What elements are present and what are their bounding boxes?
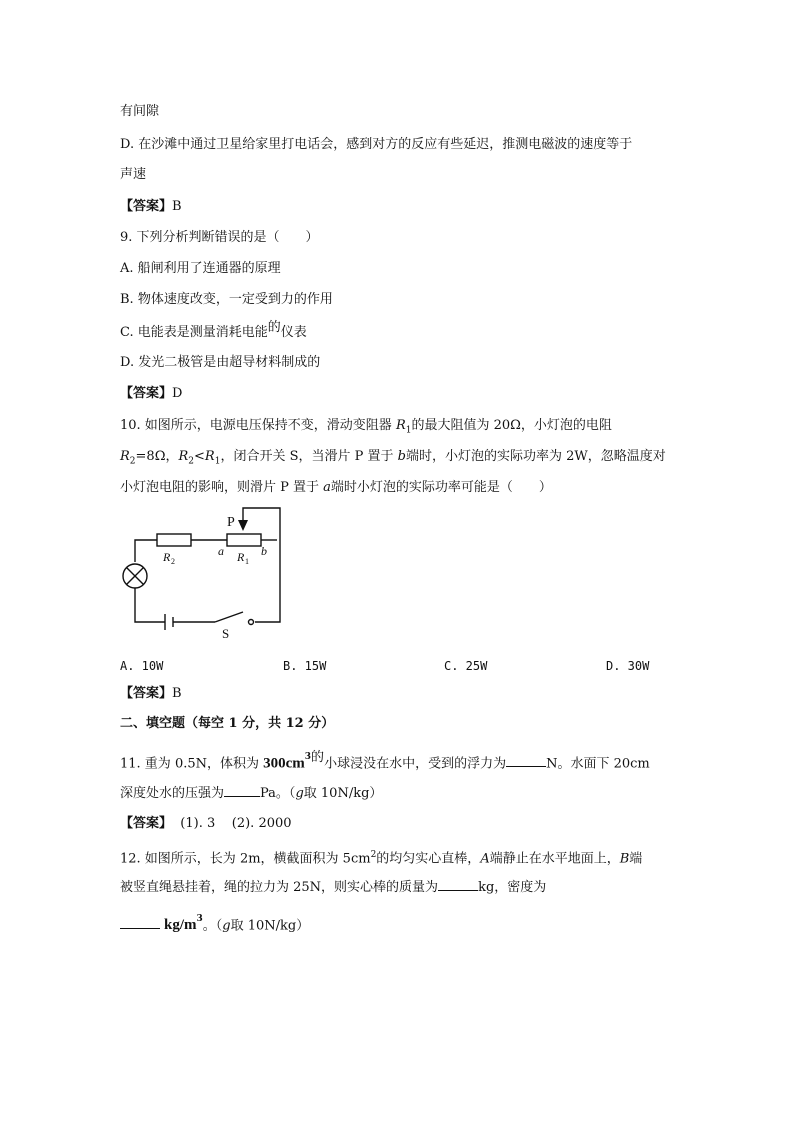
label-r1-sub: 1 <box>245 557 249 566</box>
answer-q10: 【答案】B <box>120 686 182 701</box>
option-a-q10: A. 10W <box>120 659 164 673</box>
section-heading: 二、填空题（每空 1 分，共 12 分） <box>120 716 335 731</box>
option-b-q10: B. 15W <box>283 659 327 673</box>
resistor-r1 <box>227 534 261 546</box>
text-line: 声速 <box>120 167 147 182</box>
label-a: a <box>218 544 224 558</box>
answer-q9: 【答案】D <box>120 386 183 401</box>
label-b: b <box>261 544 267 558</box>
label-s: S <box>222 626 230 641</box>
option-b-q9: B. 物体速度改变，一定受到力的作用 <box>120 292 333 307</box>
question-12-line2: 被竖直绳悬挂着，绳的拉力为 25N，则实心棒的质量为 kg，密度为 <box>120 880 547 895</box>
answer-q8: 【答案】B <box>120 199 182 214</box>
question-9: 9. 下列分析判断错误的是（ ） <box>120 230 319 245</box>
label-r2-sub: 2 <box>171 557 175 566</box>
question-10-line2: $R_2=8\Omega$，$R_2<R_1$，闭合开关 S，当滑片 P 置于 b端时，小灯泡的实际功率为 2W，忽略温度对 <box>120 449 666 467</box>
question-11-line2: 深度处水的压强为 Pa。（g取 10N/kg） <box>120 786 383 801</box>
option-c-q9: C. 电能表是测量消耗电能的仪表 <box>120 320 307 340</box>
battery-icon <box>165 614 173 630</box>
label-p: P <box>227 515 235 530</box>
label-r1: R <box>237 550 245 564</box>
option-c-q10: C. 25W <box>444 659 488 673</box>
switch-icon <box>215 612 243 622</box>
wire <box>135 540 157 562</box>
label-r2: R <box>163 550 171 564</box>
question-12-line3: $kg/m^3$。（g取 10N/kg） <box>120 914 309 934</box>
resistor-r2 <box>157 534 191 546</box>
slider-arrow-icon <box>238 520 248 531</box>
question-10: 10. 如图所示，电源电压保持不变，滑动变阻器 $R_1$的最大阻值为 20Ω，小灯泡的电阻 <box>120 418 612 436</box>
answer-q11: 【答案】 (1). 3 (2). 2000 <box>120 816 292 831</box>
question-12: 12. 如图所示，长为 2m，横截面积为 $5cm^2$的均匀实心直棒，A端静止在水平地面上，B端 <box>120 850 643 867</box>
text-line: 有间隙 <box>120 104 160 119</box>
question-11: 11. 重为 0.5N，体积为 $300cm^3$的小球浸没在水中，受到的浮力为 N。水面下 20cm <box>120 750 650 772</box>
option-d-q10: D. 30W <box>606 659 650 673</box>
question-10-line3: 小灯泡电阻的影响，则滑片 P 置于 a端时小灯泡的实际功率可能是（ ） <box>120 480 552 495</box>
option-d-q8: D. 在沙滩中通过卫星给家里打电话会，感到对方的反应有些延迟，推测电磁波的速度等于 <box>120 137 633 152</box>
wire <box>135 588 165 622</box>
option-d-q9: D. 发光二极管是由超导材料制成的 <box>120 355 321 370</box>
option-a-q9: A. 船闸利用了连通器的原理 <box>120 261 281 276</box>
circuit-diagram <box>115 500 290 645</box>
